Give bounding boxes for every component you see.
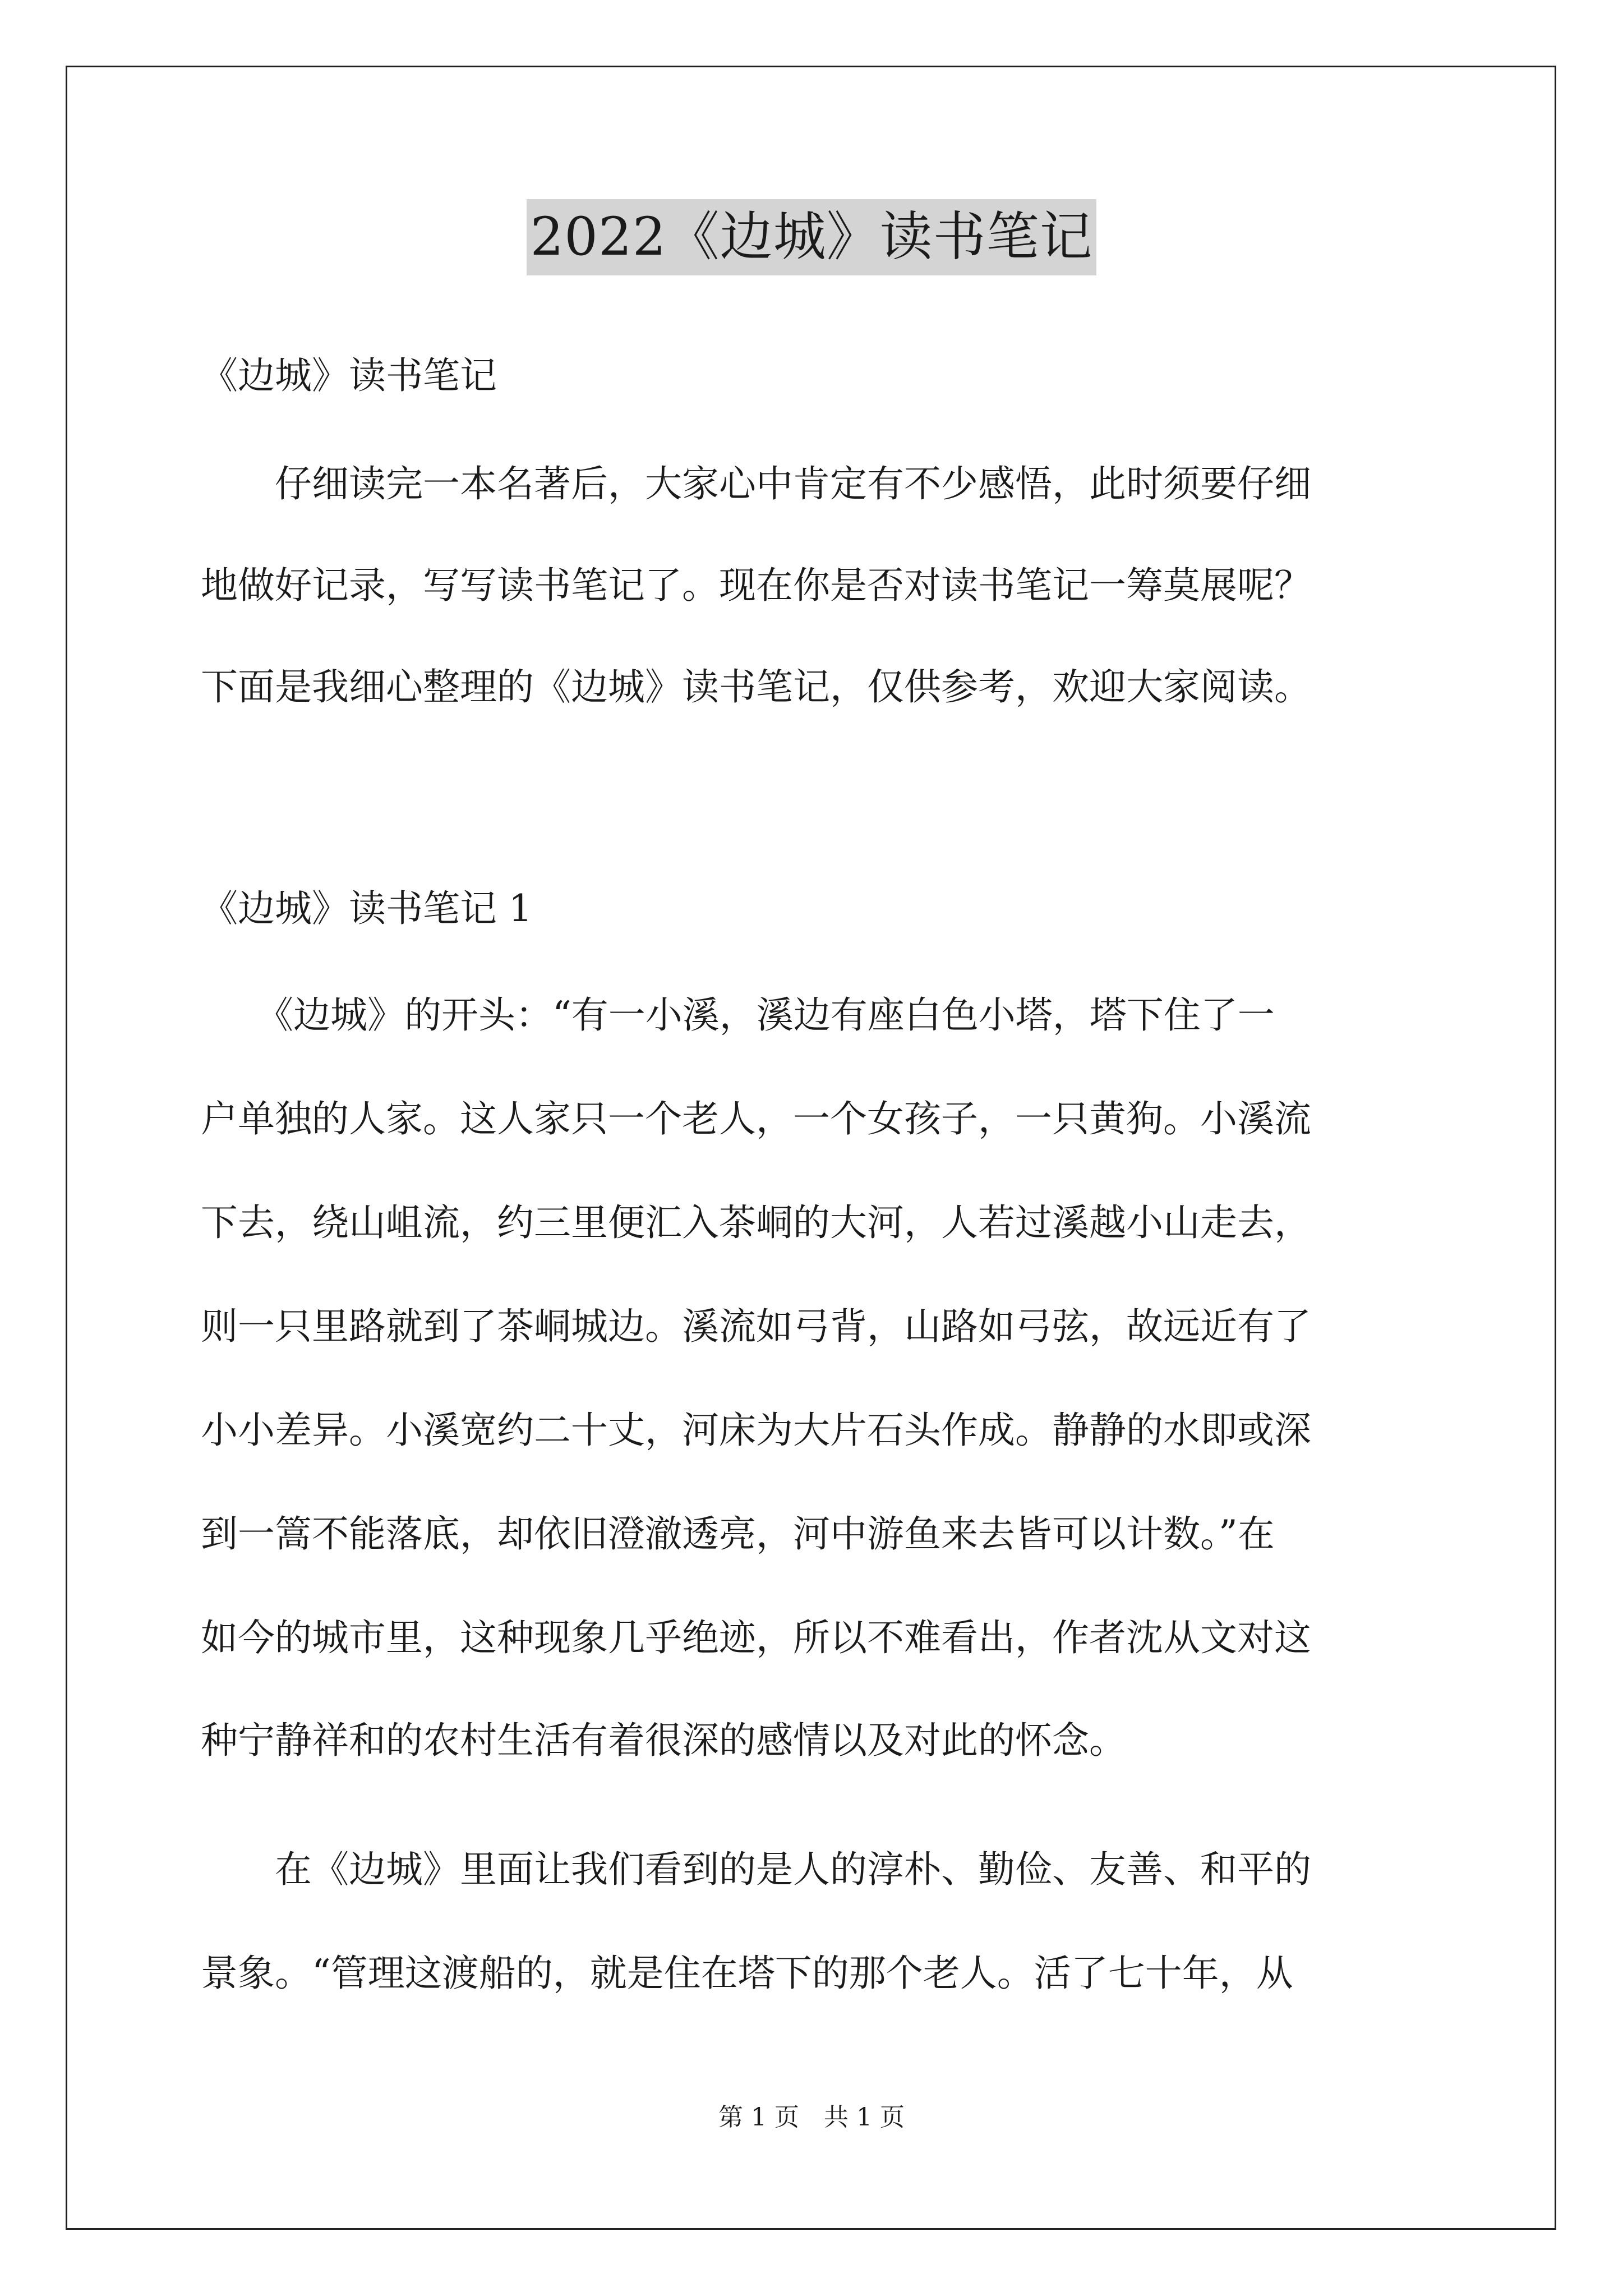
body-line-4: 则一只里路就到了茶峒城边。溪流如弓背，山路如弓弦，故远近有了 xyxy=(201,1305,1311,1348)
body-line-9: 在《边城》里面让我们看到的是人的淳朴、勤俭、友善、和平的 xyxy=(201,1848,1311,1891)
body-line-5: 小小差异。小溪宽约二十丈，河床为大片石头作成。静静的水即或深 xyxy=(201,1409,1311,1452)
intro-line-2: 地做好记录，写写读书笔记了。现在你是否对读书笔记一筹莫展呢？ xyxy=(201,564,1311,607)
document-subtitle: 《边城》读书笔记 xyxy=(201,354,497,397)
body-line-8: 种宁静祥和的农村生活有着很深的感情以及对此的怀念。 xyxy=(201,1719,1126,1762)
body-line-6: 到一篙不能落底，却依旧澄澈透亮，河中游鱼来去皆可以计数。”在 xyxy=(201,1512,1275,1556)
section-heading: 《边城》读书笔记 1 xyxy=(201,887,532,930)
title-container xyxy=(0,199,1623,275)
intro-line-3: 下面是我细心整理的《边城》读书笔记，仅供参考，欢迎大家阅读。 xyxy=(201,665,1311,708)
body-line-7: 如今的城市里，这种现象几乎绝迹，所以不难看出，作者沈从文对这 xyxy=(201,1616,1311,1659)
intro-line-1: 仔细读完一本名著后，大家心中肯定有不少感悟，此时须要仔细 xyxy=(201,462,1311,505)
page-number: 第 1 页 共 1 页 xyxy=(718,2103,905,2132)
body-line-2: 户单独的人家。这人家只一个老人，一个女孩子，一只黄狗。小溪流 xyxy=(201,1097,1311,1140)
body-line-10: 景象。“管理这渡船的，就是住在塔下的那个老人。活了七十年，从 xyxy=(201,1952,1293,1995)
body-line-1: 《边城》的开头：“有一小溪，溪边有座白色小塔，塔下住了一 xyxy=(201,993,1275,1037)
document-title: 2022《边城》读书笔记 xyxy=(527,199,1096,275)
body-line-3: 下去，绕山岨流，约三里便汇入茶峒的大河，人若过溪越小山走去， xyxy=(201,1201,1311,1244)
